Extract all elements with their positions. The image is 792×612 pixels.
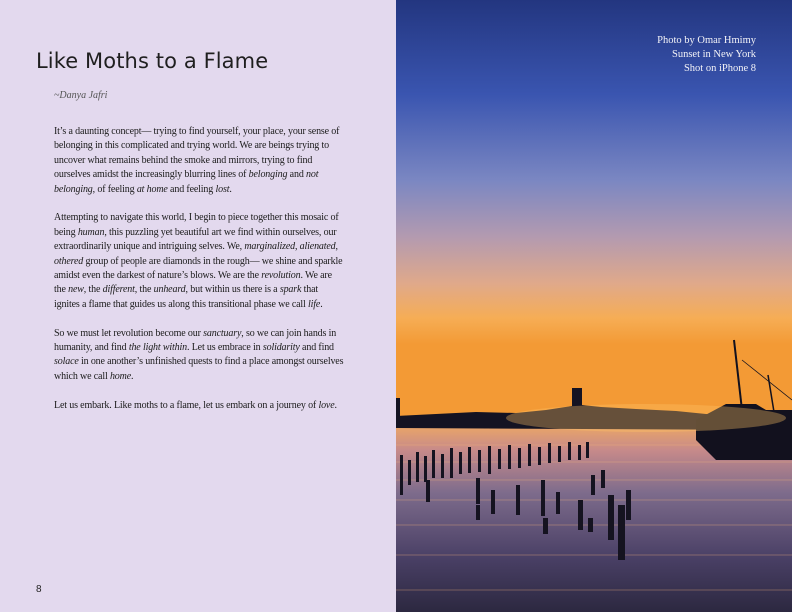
body-text-run: . We are the: [54, 270, 332, 296]
body-text-run: .: [229, 183, 232, 195]
emphasis-text: the light within: [128, 342, 187, 354]
body-text-run: , the: [83, 284, 103, 296]
emphasis-text: not belonging: [54, 169, 319, 195]
emphasis-text: solace: [54, 356, 79, 368]
body-text-run: . Let us embrace in: [187, 342, 263, 354]
body-text-run: So we must let revolution become our: [54, 327, 204, 339]
emphasis-text: spark: [279, 284, 302, 296]
body-text-run: , but within us there is a: [185, 284, 280, 296]
sunset-photo: [396, 0, 792, 612]
emphasis-text: life: [308, 298, 321, 310]
body-text-run: ,: [335, 241, 338, 253]
emphasis-text: marginalized: [244, 241, 295, 253]
body-text-run: .: [320, 298, 323, 310]
article-title: Like Moths to a Flame: [36, 49, 269, 73]
emphasis-text: home: [109, 370, 131, 382]
emphasis-text: different: [102, 284, 135, 296]
emphasis-text: at home: [136, 183, 168, 195]
emphasis-text: new: [68, 284, 84, 296]
emphasis-text: solidarity: [262, 342, 300, 354]
body-text-run: , so we can join hands in humanity, and find: [54, 327, 337, 354]
body-text-run: and find: [299, 342, 334, 354]
page-number: 8: [36, 584, 42, 595]
author-byline: ~Danya Jafri: [54, 90, 108, 101]
body-text-run: Let us embark. Like moths to a flame, let us embark on a journey of: [54, 399, 319, 411]
body-text-run: group of people are diamonds in the rough— we shine and sparkle amidst even the darkest of nature’s blows. We are the: [54, 255, 343, 282]
body-paragraph: [54, 125, 344, 197]
body-paragraph: [54, 327, 344, 385]
emphasis-text: unheard: [153, 284, 186, 296]
body-paragraph: [54, 211, 344, 312]
photo-credit-line: Sunset in New York: [671, 49, 756, 60]
body-text-run: It’s a daunting concept— trying to find yourself, your place, your sense of belonging in this complicated and trying world. We are beings trying to uncover what remains behind the smoke and mirrors, trying to find ourselves amidst the increasingly blurring lines of: [54, 126, 340, 181]
body-text-run: in one another’s unfinished quests to find a place amongst ourselves which we call: [54, 356, 344, 382]
body-text-run: .: [334, 399, 337, 411]
body-text-run: ,: [294, 241, 300, 253]
emphasis-text: love: [318, 399, 335, 411]
body-text-run: and feeling: [167, 183, 216, 195]
body-paragraph: [54, 399, 344, 413]
photo-credit: [657, 34, 756, 76]
emphasis-text: belonging: [248, 169, 288, 181]
photo-credit-line: Shot on iPhone 8: [683, 63, 756, 74]
body-text-run: Attempting to navigate this world, I begin to piece together this mosaic of being: [54, 212, 339, 238]
body-text-run: .: [131, 370, 134, 382]
article-body: [54, 125, 344, 427]
body-text-run: and: [287, 169, 307, 181]
emphasis-text: othered: [54, 255, 84, 267]
emphasis-text: lost: [215, 183, 230, 195]
body-text-run: that ignites a flame that guides us along this transitional phase we call: [54, 284, 319, 310]
body-text-run: , of feeling: [92, 183, 137, 195]
body-text-run: , the: [134, 284, 154, 296]
emphasis-text: revolution: [261, 270, 301, 282]
emphasis-text: alienated: [299, 241, 336, 253]
photo-credit-line: Photo by Omar Hmimy: [657, 35, 756, 46]
right-page: [396, 0, 792, 612]
body-text-run: , this puzzling yet beautiful art we find within ourselves, our extraordinarily unique and intriguing selves. We,: [54, 226, 337, 253]
emphasis-text: sanctuary: [203, 327, 242, 339]
emphasis-text: human: [77, 226, 105, 238]
